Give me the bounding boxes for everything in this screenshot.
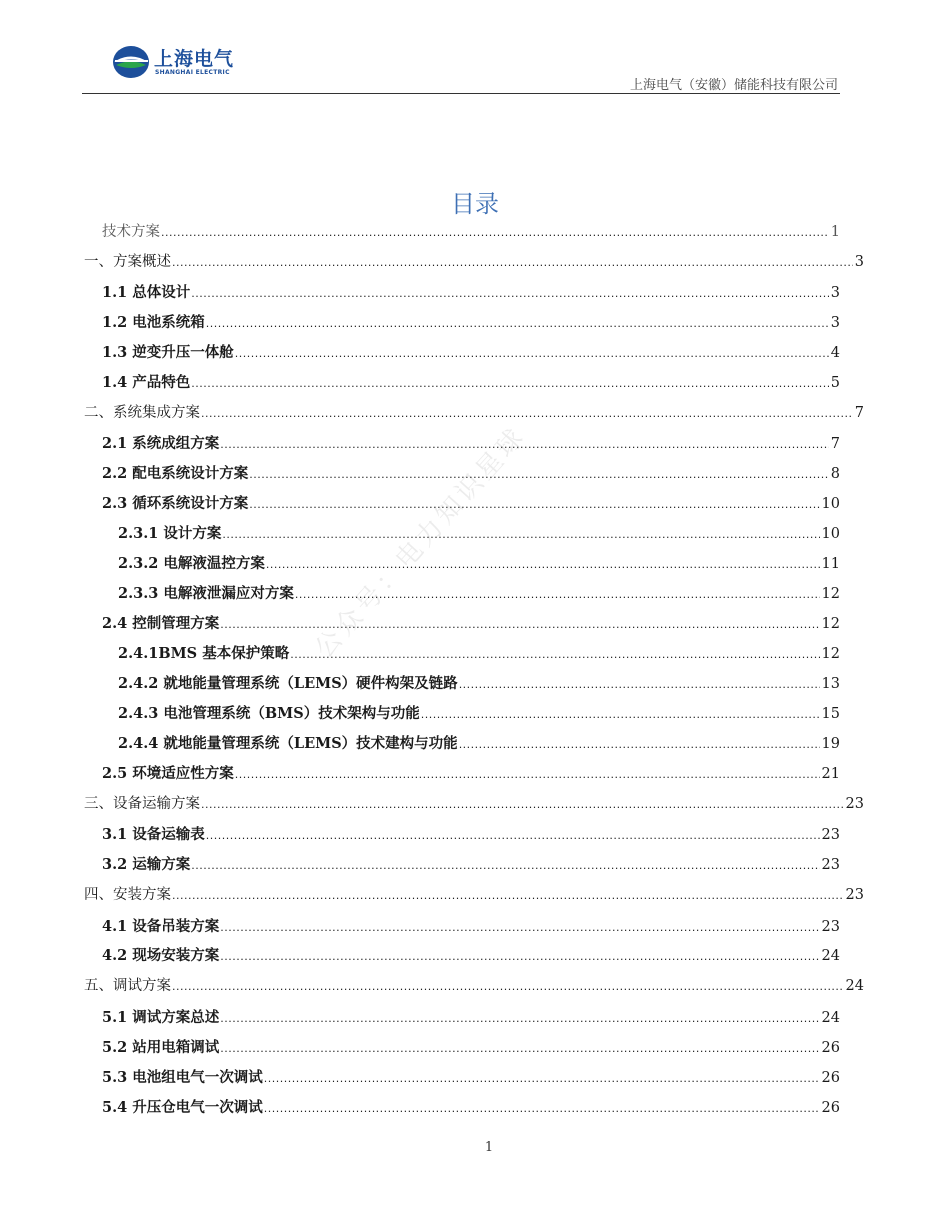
company-name: 上海电气（安徽）储能科技有限公司 [629,78,838,93]
toc-entry[interactable]: 4.1 设备吊装方案 ..... 23 [102,915,840,937]
toc-entry[interactable]: 2.4.1BMS 基本保护策略 ..... 12 [118,642,840,664]
toc-entry[interactable]: 2.3.1 设计方案 ..... 10 [118,522,840,544]
toc-entry[interactable]: 四、安装方案 ..... 23 [84,883,864,905]
toc-entry[interactable]: 2.4.4 就地能量管理系统（LEMS）技术建构与功能 ..... 19 [118,732,840,754]
toc-entry[interactable]: 1.2 电池系统箱 ..... 3 [102,311,840,333]
toc-entry[interactable]: 三、设备运输方案 ..... 23 [84,792,864,814]
logo-english-text: SHANGHAI ELECTRIC [155,69,230,76]
toc-title: 目录 [451,190,499,218]
toc-entry[interactable]: 5.3 电池组电气一次调试 ..... 26 [102,1066,840,1088]
toc-entry[interactable]: 2.3.2 电解液温控方案 ..... 11 [118,552,840,574]
page-number: 1 [484,1140,494,1155]
toc-entry[interactable]: 2.4.3 电池管理系统（BMS）技术架构与功能 ..... 15 [118,702,840,724]
toc-entry[interactable]: 1.1 总体设计 ..... 3 [102,281,840,303]
toc-entry[interactable]: 1.3 逆变升压一体舱 ..... 4 [102,341,840,363]
toc-entry[interactable]: 3.2 运输方案 ..... 23 [102,853,840,875]
toc-entry[interactable]: 2.1 系统成组方案 ..... 7 [102,432,840,454]
toc-entry[interactable]: 2.3.3 电解液泄漏应对方案 ..... 12 [118,582,840,604]
shanghai-electric-logo [112,44,242,80]
watermark: 公众号：电力知识星球 [309,421,533,665]
toc-entry[interactable]: 1.4 产品特色 ..... 5 [102,371,840,393]
toc-entry[interactable]: 一、方案概述 ..... 3 [84,250,864,272]
toc-entry[interactable]: 3.1 设备运输表 ..... 23 [102,823,840,845]
shanghai-electric-logo-icon [112,45,150,79]
toc-entry[interactable]: 2.5 环境适应性方案 ..... 21 [102,762,840,784]
toc-entry[interactable]: 2.2 配电系统设计方案 ..... 8 [102,462,840,484]
toc-entry[interactable]: 二、系统集成方案 ..... 7 [84,401,864,423]
toc-entry[interactable]: 5.1 调试方案总述 ..... 24 [102,1006,840,1028]
toc-entry[interactable]: 五、调试方案 ..... 24 [84,974,864,996]
toc-entry[interactable]: 2.3 循环系统设计方案 ..... 10 [102,492,840,514]
toc-entry[interactable]: 5.4 升压仓电气一次调试 ..... 26 [102,1096,840,1118]
toc-entry[interactable]: 2.4 控制管理方案 ..... 12 [102,612,840,634]
toc-entry[interactable]: 5.2 站用电箱调试 ..... 26 [102,1036,840,1058]
toc-entry[interactable]: 4.2 现场安装方案 ..... 24 [102,944,840,966]
header-rule [82,93,840,94]
toc-entry[interactable]: 技术方案 ..... 1 [102,220,840,242]
logo-chinese-text: 上海电气 [154,48,235,70]
toc-entry[interactable]: 2.4.2 就地能量管理系统（LEMS）硬件构架及链路 ..... 13 [118,672,840,694]
